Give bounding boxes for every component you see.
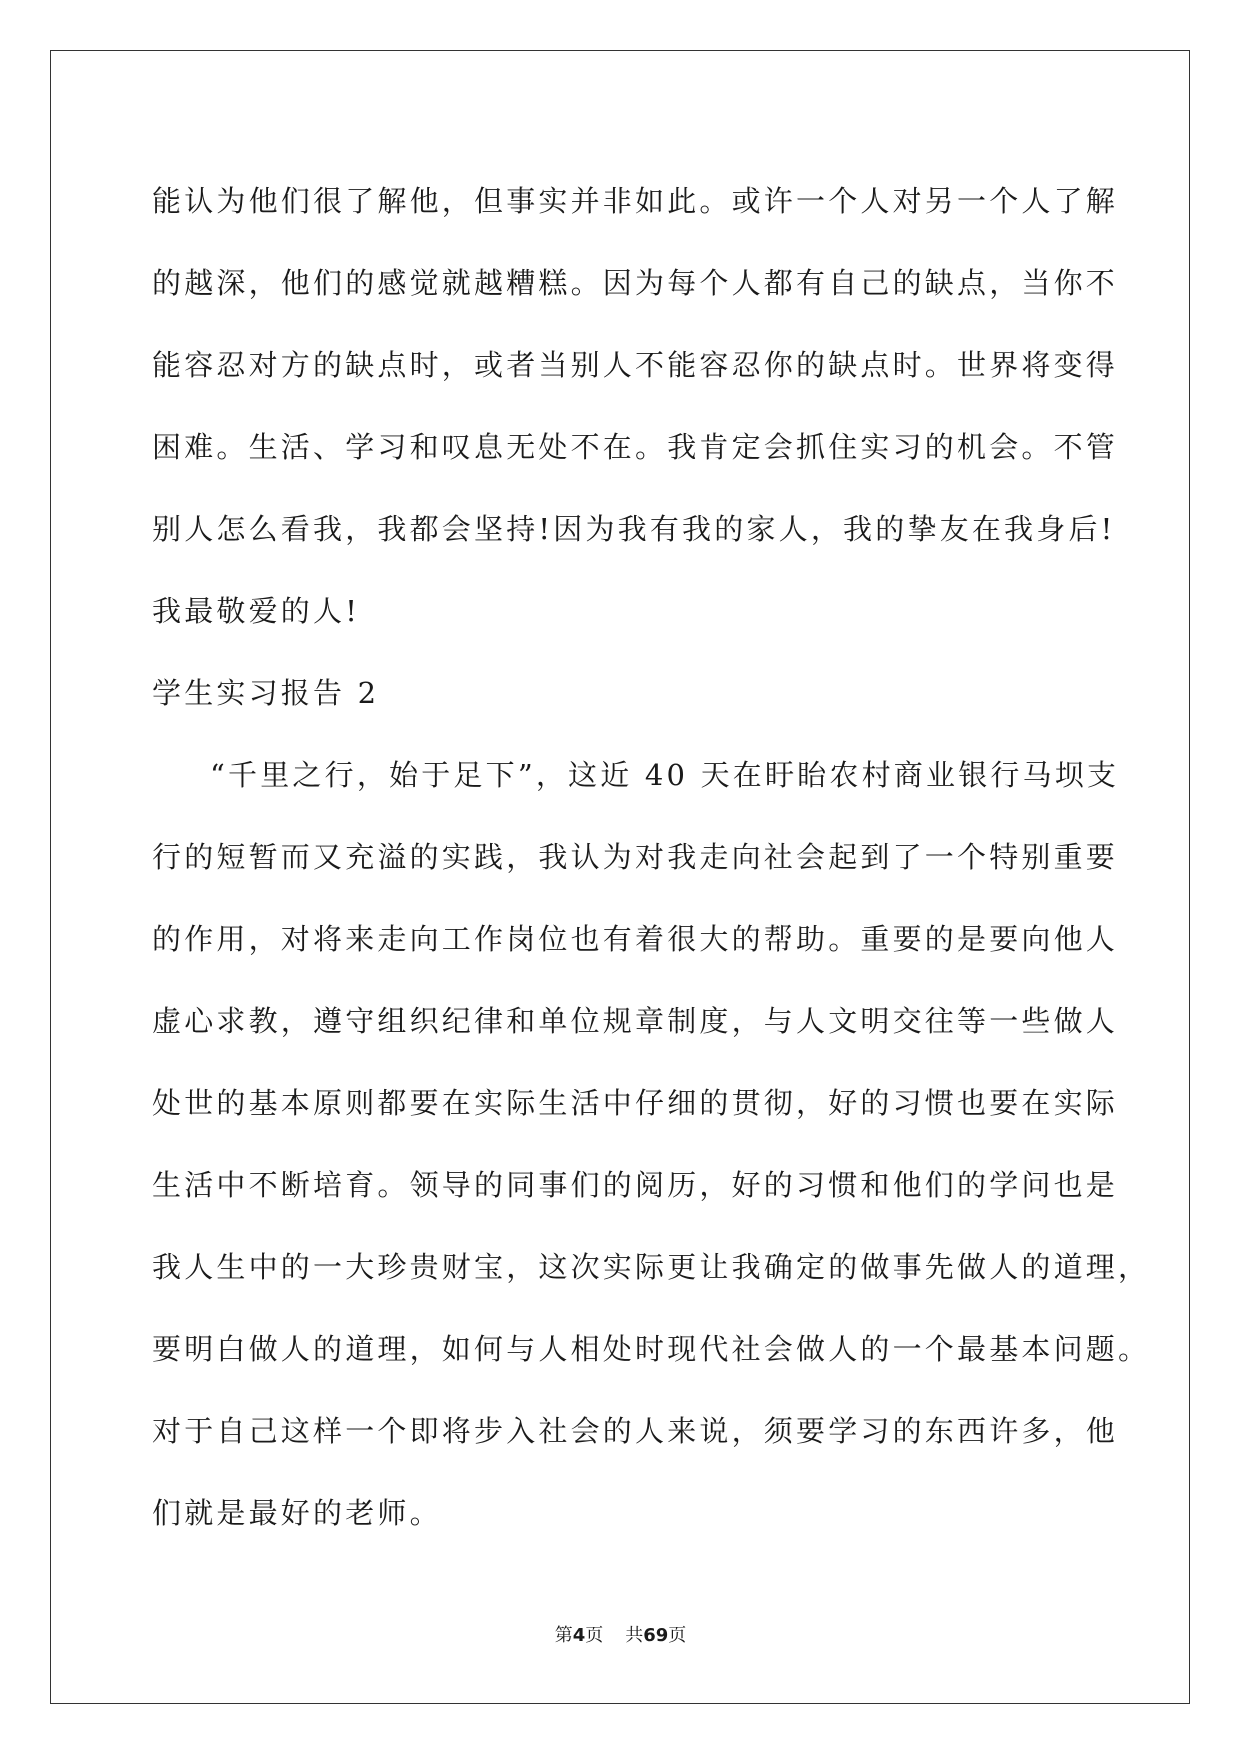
total-suffix: 页	[668, 1625, 687, 1646]
body-line: 我最敬爱的人!	[152, 594, 361, 628]
body-line: 能容忍对方的缺点时，或者当别人不能容忍你的缺点时。世界将变得	[152, 348, 1119, 382]
page-footer	[0, 1621, 1241, 1647]
body-line: 别人怎么看我，我都会坚持!因为我有我的家人，我的挚友在我身后!	[152, 512, 1116, 546]
page-number: 4	[572, 1625, 586, 1646]
page-suffix: 页	[585, 1625, 604, 1646]
total-prefix: 共	[625, 1625, 644, 1646]
body-line: “千里之行，始于足下”，这近 40 天在盱眙农村商业银行马坝支	[210, 758, 1120, 792]
total-pages: 69	[643, 1625, 669, 1646]
body-line: 的作用，对将来走向工作岗位也有着很大的帮助。重要的是要向他人	[152, 922, 1119, 956]
body-line: 对于自己这样一个即将步入社会的人来说，须要学习的东西许多，他	[152, 1414, 1119, 1448]
body-line: 我人生中的一大珍贵财宝，这次实际更让我确定的做事先做人的道理，	[152, 1250, 1151, 1284]
body-line: 生活中不断培育。领导的同事们的阅历，好的习惯和他们的学问也是	[152, 1168, 1119, 1202]
page-prefix: 第	[554, 1625, 573, 1646]
body-line: 困难。生活、学习和叹息无处不在。我肯定会抓住实习的机会。不管	[152, 430, 1119, 464]
body-line: 处世的基本原则都要在实际生活中仔细的贯彻，好的习惯也要在实际	[152, 1086, 1119, 1120]
body-line: 行的短暂而又充溢的实践，我认为对我走向社会起到了一个特别重要	[152, 840, 1119, 874]
body-line: 们就是最好的老师。	[152, 1496, 442, 1530]
body-line: 的越深，他们的感觉就越糟糕。因为每个人都有自己的缺点，当你不	[152, 266, 1119, 300]
document-body	[152, 160, 1151, 1554]
section-title: 学生实习报告 2	[152, 676, 380, 710]
body-line: 能认为他们很了解他，但事实并非如此。或许一个人对另一个人了解	[152, 184, 1119, 218]
body-line: 虚心求教，遵守组织纪律和单位规章制度，与人文明交往等一些做人	[152, 1004, 1119, 1038]
body-line: 要明白做人的道理，如何与人相处时现代社会做人的一个最基本问题。	[152, 1332, 1151, 1366]
